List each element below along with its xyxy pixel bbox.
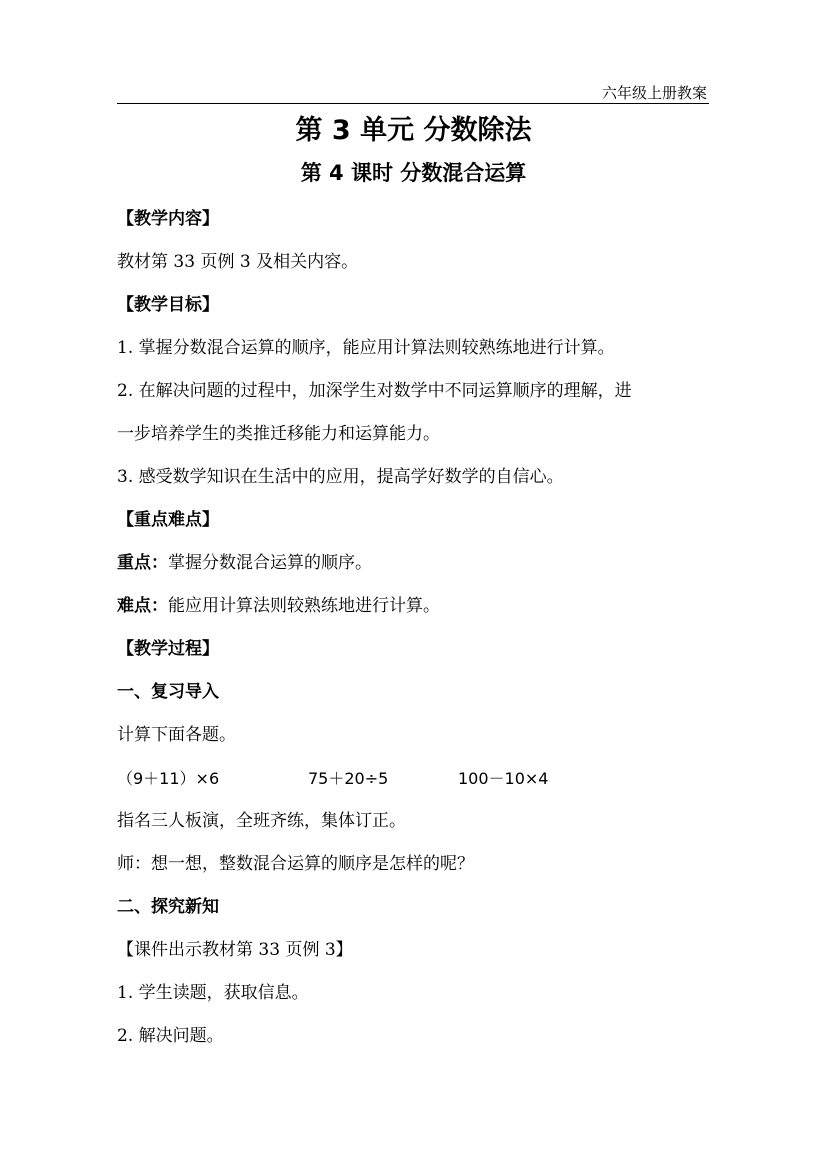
- key-points-heading: 【重点难点】: [117, 510, 219, 530]
- part-1-note: 指名三人板演，全班齐练，集体订正。: [117, 811, 406, 831]
- difficult-point-label: 难点：: [117, 596, 168, 616]
- key-point-label: 重点：: [117, 553, 168, 573]
- key-point: [117, 542, 717, 585]
- teacher-question: 师：想一想，整数混合运算的顺序是怎样的呢？: [117, 854, 474, 874]
- lesson-subtitle: 第 4 课时 分数混合运算: [300, 161, 527, 185]
- goal-3: 3. 感受数学知识在生活中的应用，提高学好数学的自信心。: [117, 467, 564, 487]
- courseware-note: 【课件出示教材第 33 页例 3】: [117, 940, 353, 960]
- step-2: 2. 解决问题。: [117, 1026, 224, 1046]
- goal-1: 1. 掌握分数混合运算的顺序，能应用计算法则较熟练地进行计算。: [117, 338, 615, 358]
- goal-2-line-2: 一步培养学生的类推迁移能力和运算能力。: [117, 424, 440, 444]
- content-text: 教材第 33 页例 3 及相关内容。: [117, 252, 359, 272]
- exercise-2: 75＋20÷5: [308, 769, 389, 788]
- content-heading: 【教学内容】: [117, 209, 219, 229]
- goals-heading: 【教学目标】: [117, 295, 219, 315]
- exercise-3: 100－10×4: [458, 769, 549, 788]
- header-text: 六年级上册教案: [601, 84, 707, 102]
- part-1-heading: 一、复习导入: [117, 682, 219, 702]
- header-divider: [117, 103, 709, 104]
- unit-title: 第 3 单元 分数除法: [295, 115, 532, 146]
- key-point-text: 掌握分数混合运算的顺序。: [168, 553, 372, 573]
- goal-2-line-1: 2. 在解决问题的过程中，加深学生对数学中不同运算顺序的理解，进: [117, 381, 632, 401]
- exercise-row: [117, 757, 717, 800]
- difficult-point: [117, 585, 717, 628]
- document-body: [117, 198, 717, 1058]
- step-1: 1. 学生读题，获取信息。: [117, 983, 309, 1003]
- exercise-1: （9＋11）×6: [117, 769, 220, 788]
- part-2-heading: 二、探究新知: [117, 897, 219, 917]
- part-1-text: 计算下面各题。: [117, 725, 236, 745]
- difficult-point-text: 能应用计算法则较熟练地进行计算。: [168, 596, 440, 616]
- process-heading: 【教学过程】: [117, 639, 219, 659]
